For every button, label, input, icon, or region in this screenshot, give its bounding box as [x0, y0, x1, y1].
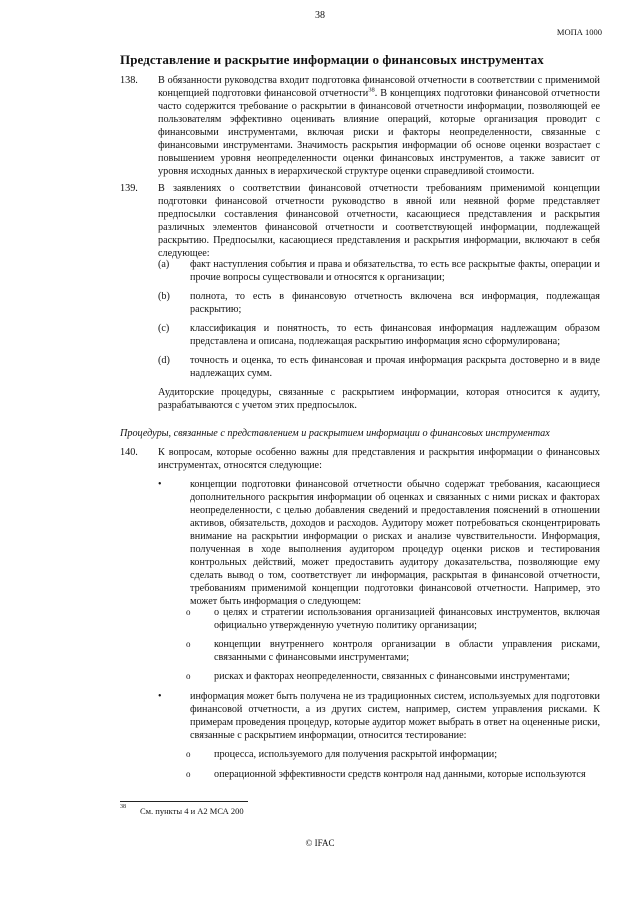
- paragraph-140: [120, 446, 600, 472]
- paragraph-139-closing: [120, 386, 600, 412]
- list-item-a: [158, 258, 600, 284]
- sub-bullet-text: рисках и факторах неопределенности, связанных с финансовыми инструментами;: [214, 671, 570, 682]
- sub-bullet-text: процесса, используемого для получения раскрытой информации;: [214, 749, 498, 760]
- list-label: (a): [158, 259, 170, 270]
- section-heading: Представление и раскрытие информации о финансовых инструментах: [120, 52, 544, 67]
- bullet-item: [158, 478, 600, 608]
- page-number: 38: [315, 10, 325, 21]
- paragraph-139: [120, 182, 600, 260]
- subsection-heading: Процедуры, связанные с представлением и раскрытием информации о финансовых инструментах: [120, 428, 550, 439]
- sub-bullet-item: [186, 748, 600, 761]
- footnote-number: 38: [120, 804, 126, 810]
- paragraph-number: 140.: [120, 447, 138, 458]
- bullet-icon: •: [158, 479, 162, 490]
- bullet-text: концепции подготовки финансовой отчетности обычно содержат требования, касающиеся дополнительного раскрытия информации об оценках и связанных с ними рисках и факторах неопределенности, с целью добавления сведений и предоставления пояснений в отношении активов, обязательств, доходов и расходов. Аудитору может потребоваться сконцентрировать внимание на раскрытии информации о рисках и анализе чувствительности. Информация, полученная в ходе выполнения аудитором процедур оценки рисков и тестирования контрольных действий, может предоставить аудитору доказательства, позволяющие ему сделать вывод о том, соответствует ли информация, раскрытая в финансовой отчетности, требованиям применимой концепции подготовки финансовой отчетности. Например, это может быть информация о следующем:: [190, 479, 600, 607]
- sub-bullet-text: концепции внутреннего контроля организации в области управления рисками, связанными с финансовыми инструментами;: [214, 639, 600, 663]
- circle-bullet-icon: o: [186, 749, 191, 759]
- standard-id: МОПА 1000: [556, 27, 602, 37]
- sub-bullet-text: о целях и стратегии использования организацией финансовых инструментов, включая официально утвержденную учетную политику организации;: [214, 607, 600, 631]
- list-item-b: [158, 290, 600, 316]
- footnote-ref[interactable]: 38: [368, 86, 375, 94]
- list-text: полнота, то есть в финансовую отчетность включена вся информация, подлежащая раскрытию;: [190, 291, 600, 315]
- paragraph-number: 138.: [120, 75, 138, 86]
- sub-bullet-item: [186, 638, 600, 664]
- circle-bullet-icon: o: [186, 639, 191, 649]
- list-item-c: [158, 322, 600, 348]
- list-label: (b): [158, 291, 170, 302]
- list-text: классификация и понятность, то есть финансовая информация надлежащим образом представлена и описана, подлежащая раскрытию информация ясно сформулирована;: [190, 323, 600, 347]
- sub-bullet-text: операционной эффективности средств контроля над данными, которые используются: [214, 769, 586, 780]
- paragraph-138: [120, 74, 600, 178]
- paragraph-text: В заявлениях о соответствии финансовой отчетности требованиям применимой концепции подготовки финансовой отчетности руководство в явной или неявной форме представляет предпосылки составления финансовой отчетности, касающиеся представления и раскрытия различных элементов финансовой отчетности и соответствующей информации, подлежащей раскрытию. Предпосылки, касающиеся представления и раскрытия информации, включают в себя следующее:: [158, 183, 600, 259]
- paragraph-text-part: В обязанности руководства входит подготовка финансовой отчетности в соответствии с применимой концепцией подготовки финансовой отчетности: [158, 75, 600, 99]
- circle-bullet-icon: o: [186, 671, 191, 681]
- list-text: факт наступления события и права и обязательства, то есть все раскрытые факты, операции и прочие вопросы существовали и относятся к организации;: [190, 259, 600, 283]
- footnote: [120, 806, 244, 816]
- list-text: точность и оценка, то есть финансовая и прочая информация раскрыта достоверно и в виде надлежащих сумм.: [190, 355, 600, 379]
- list-label: (d): [158, 355, 170, 366]
- sub-bullet-item: [186, 768, 600, 781]
- circle-bullet-icon: o: [186, 607, 191, 617]
- paragraph-text: [158, 74, 600, 178]
- paragraph-text-part: . В концепциях подготовки финансовой отчетности часто содержится требование о раскрытии в финансовой отчетности информации, позволяющей ее пользователям эффективно оценивать влияние операций, которые организация проводит с финансовыми инструментами, включая риски и факторы неопределенности, связанные с финансовыми инструментами. Значимость раскрытия информации об основе оценки возрастает с повышением уровня неопределенности оценки финансовых инструментов, а также зависит от уровня исходных данных в иерархической структуре оценки справедливой стоимости.: [158, 88, 600, 177]
- circle-bullet-icon: o: [186, 769, 191, 779]
- footnote-divider: [120, 801, 248, 802]
- bullet-item: [158, 690, 600, 742]
- page-footer: © IFAC: [305, 838, 335, 848]
- bullet-text: информация может быть получена не из традиционных систем, используемых для подготовки финансовой отчетности, а из других систем, например, систем управления рисками. К примерам проведения процедур, которые аудитор может выбрать в ответ на оцененные риски, связанные с раскрытием информации, относится тестирование:: [190, 691, 600, 741]
- paragraph-number: 139.: [120, 183, 138, 194]
- list-item-d: [158, 354, 600, 380]
- sub-bullet-item: [186, 670, 600, 683]
- paragraph-text: К вопросам, которые особенно важны для представления и раскрытия информации о финансовых инструментах, относятся следующие:: [158, 447, 600, 471]
- footnote-text: См. пункты 4 и A2 МСА 200: [140, 806, 244, 816]
- list-label: (c): [158, 323, 170, 334]
- paragraph-text: Аудиторские процедуры, связанные с раскрытием информации, которая относится к аудиту, разрабатываются с учетом этих предпосылок.: [158, 387, 600, 411]
- bullet-icon: •: [158, 691, 162, 702]
- sub-bullet-item: [186, 606, 600, 632]
